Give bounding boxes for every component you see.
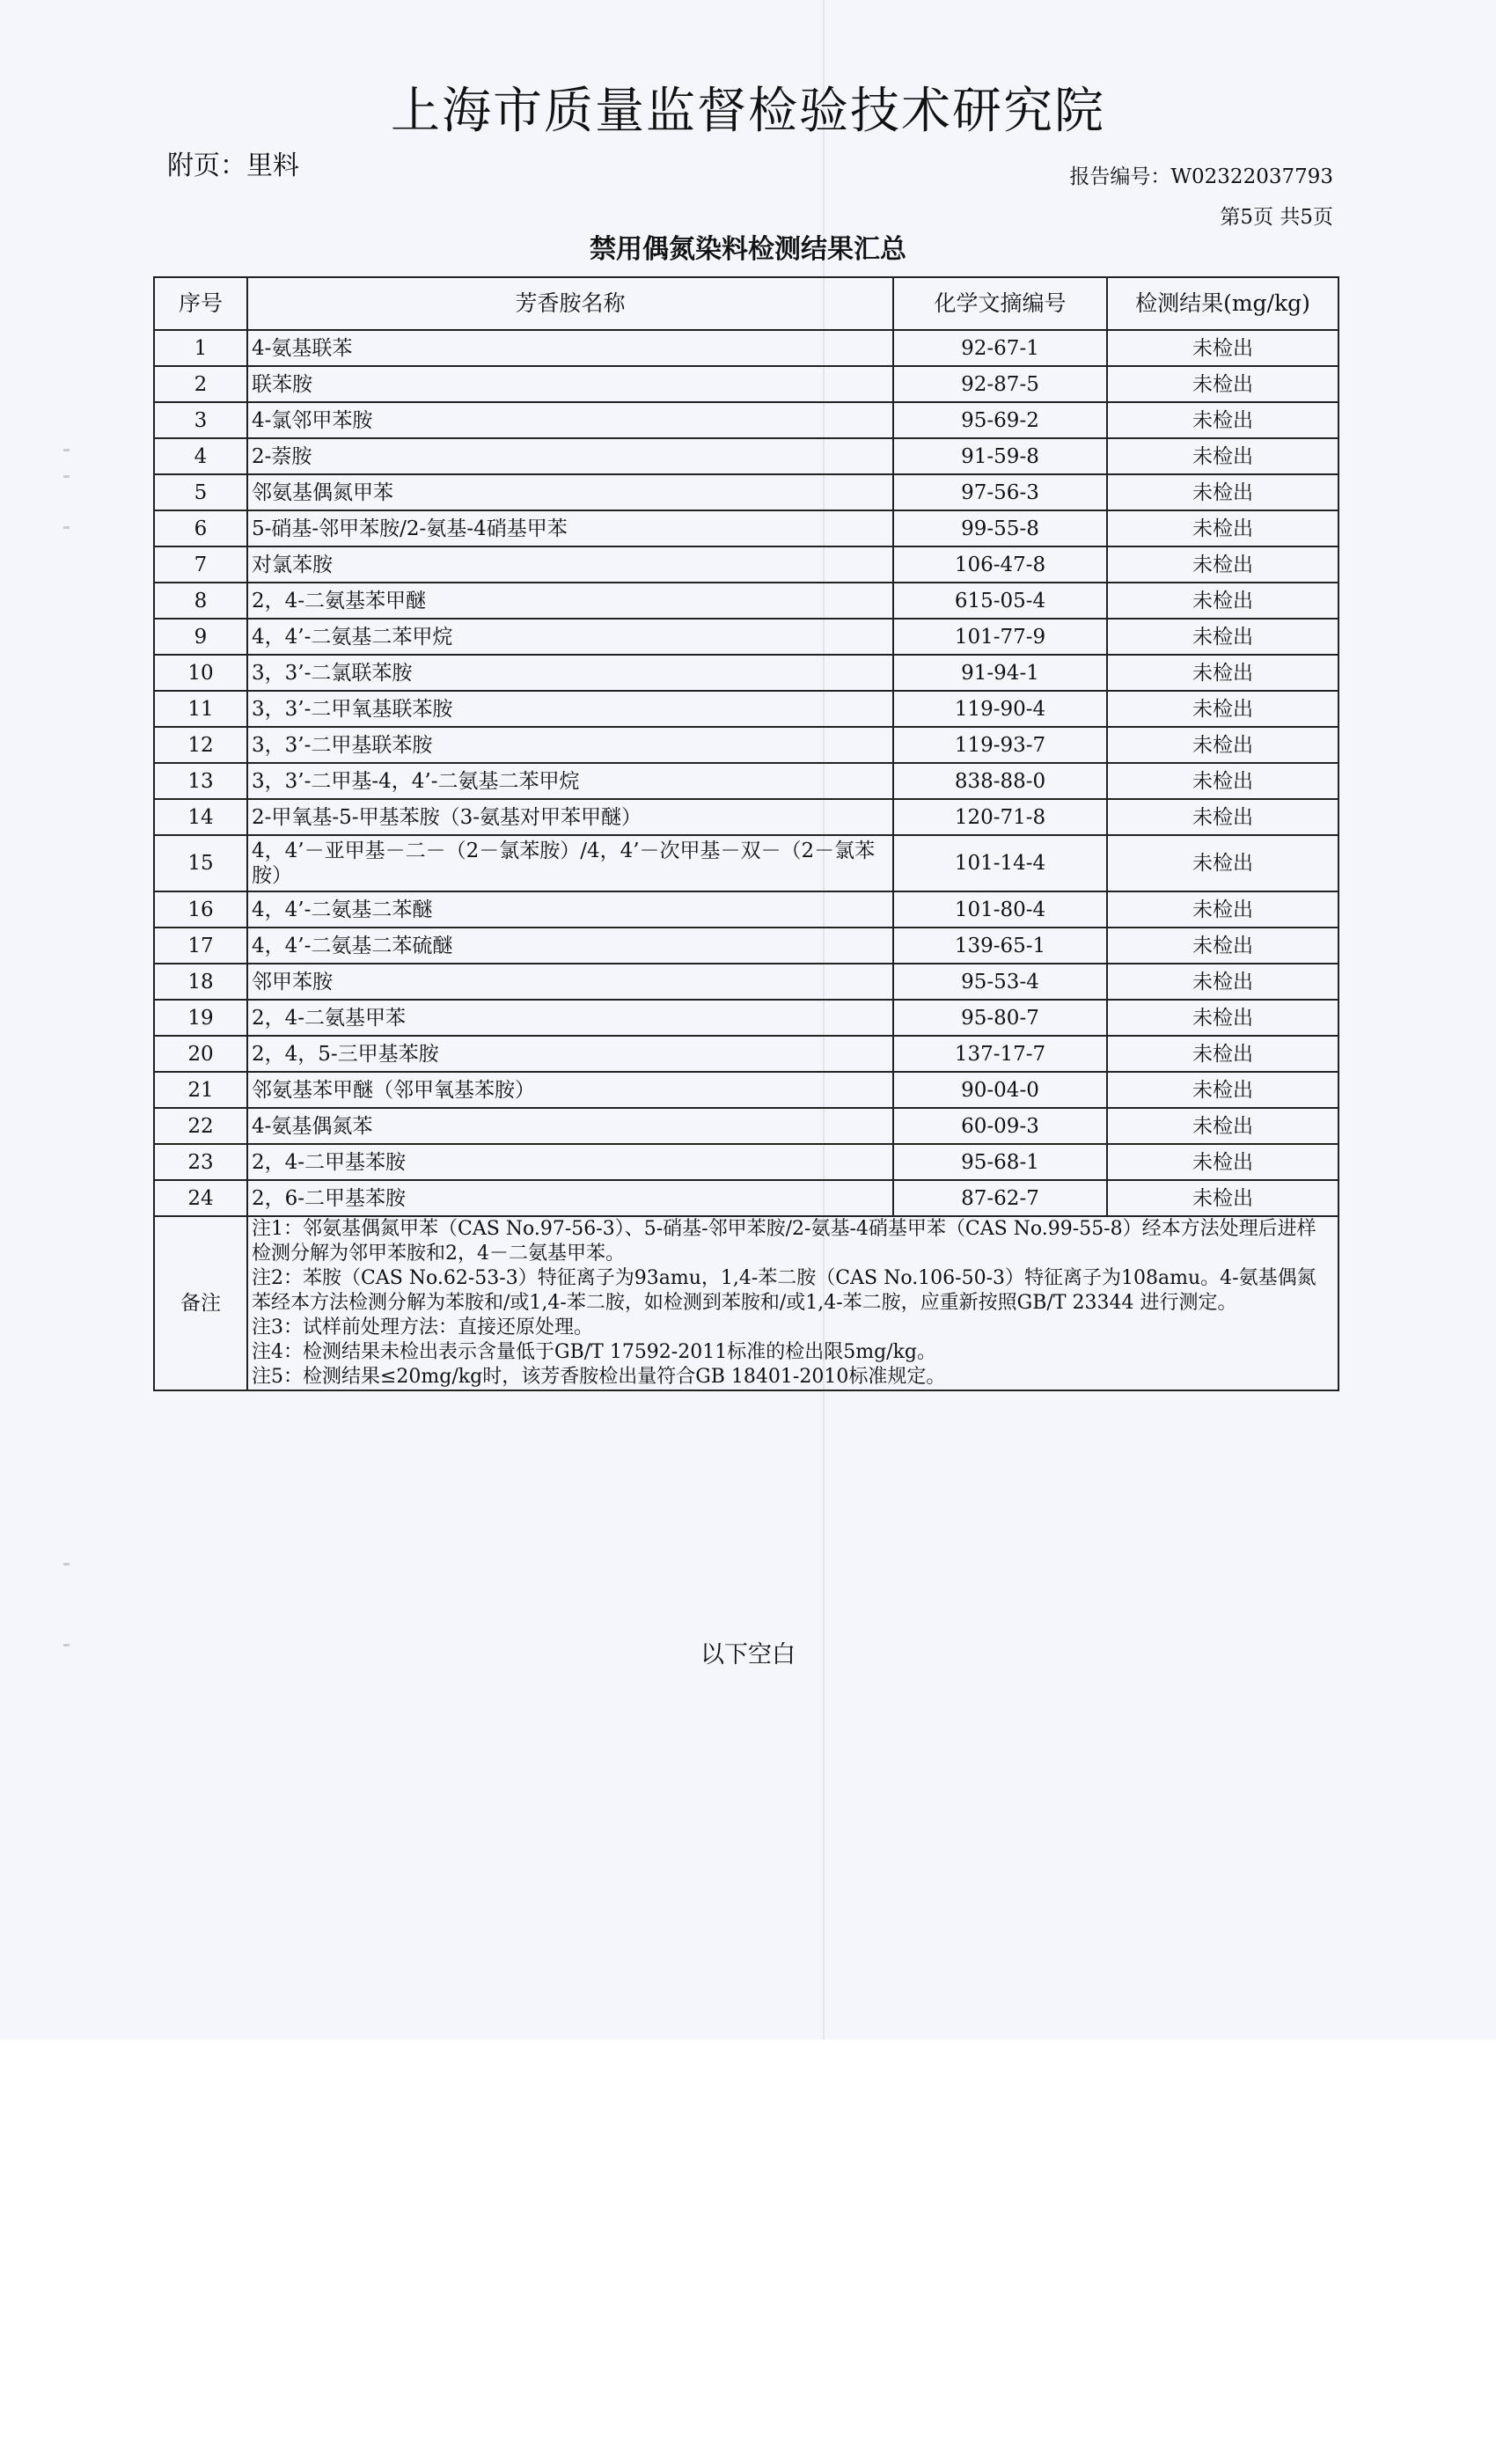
cas-number: 139-65-1	[893, 928, 1107, 964]
cas-number: 95-80-7	[893, 1000, 1107, 1036]
row-number: 24	[154, 1180, 247, 1216]
cas-number: 99-55-8	[893, 510, 1107, 546]
amine-name: 2，4-二氨基苯甲醚	[247, 583, 893, 619]
row-number: 8	[154, 583, 247, 619]
test-result: 未检出	[1107, 1108, 1338, 1144]
row-number: 21	[154, 1072, 247, 1108]
amine-name: 4，4’-二氨基二苯甲烷	[247, 619, 893, 655]
cas-number: 119-90-4	[893, 691, 1107, 727]
test-result: 未检出	[1107, 474, 1338, 510]
notes-label: 备注	[154, 1216, 247, 1390]
punch-mark	[63, 1644, 70, 1646]
amine-name: 4，4’-二氨基二苯醚	[247, 891, 893, 928]
cas-number: 92-87-5	[893, 366, 1107, 402]
row-number: 22	[154, 1108, 247, 1144]
cas-number: 838-88-0	[893, 763, 1107, 799]
table-row	[154, 438, 1338, 474]
table-row	[154, 366, 1338, 402]
test-result: 未检出	[1107, 1072, 1338, 1108]
test-result: 未检出	[1107, 799, 1338, 835]
test-result: 未检出	[1107, 619, 1338, 655]
amine-name: 3，3’-二甲基联苯胺	[247, 727, 893, 763]
table-header-row	[154, 277, 1338, 330]
table-row	[154, 727, 1338, 763]
row-number: 3	[154, 402, 247, 438]
cas-number: 101-77-9	[893, 619, 1107, 655]
row-number: 1	[154, 330, 247, 366]
cas-number: 615-05-4	[893, 583, 1107, 619]
cas-number: 137-17-7	[893, 1036, 1107, 1072]
test-result: 未检出	[1107, 1036, 1338, 1072]
table-row	[154, 835, 1338, 891]
cas-number: 97-56-3	[893, 474, 1107, 510]
test-result: 未检出	[1107, 655, 1338, 691]
row-number: 14	[154, 799, 247, 835]
test-result: 未检出	[1107, 1144, 1338, 1180]
test-result: 未检出	[1107, 438, 1338, 474]
cas-number: 60-09-3	[893, 1108, 1107, 1144]
amine-name: 2-萘胺	[247, 438, 893, 474]
notes-row	[154, 1216, 1338, 1390]
table-row	[154, 1108, 1338, 1144]
note-4: 注4：检测结果未检出表示含量低于GB/T 17592-2011标准的检出限5mg/kg。	[252, 1341, 936, 1363]
report-number: 报告编号：W02322037793	[1069, 165, 1333, 188]
amine-name: 4-氨基联苯	[247, 330, 893, 366]
amine-name: 3，3’-二甲基-4，4’-二氨基二苯甲烷	[247, 763, 893, 799]
row-number: 12	[154, 727, 247, 763]
row-number: 9	[154, 619, 247, 655]
table-row	[154, 691, 1338, 727]
amine-name: 2，4-二氨基甲苯	[247, 1000, 893, 1036]
table-row	[154, 619, 1338, 655]
cas-number: 91-59-8	[893, 438, 1107, 474]
column-header-result: 检测结果(mg/kg)	[1107, 277, 1338, 330]
amine-name: 邻甲苯胺	[247, 964, 893, 1000]
row-number: 10	[154, 655, 247, 691]
table-row	[154, 1036, 1338, 1072]
table-row	[154, 510, 1338, 546]
cas-number: 95-68-1	[893, 1144, 1107, 1180]
row-number: 6	[154, 510, 247, 546]
cas-number: 92-67-1	[893, 330, 1107, 366]
test-result: 未检出	[1107, 1000, 1338, 1036]
column-header-name: 芳香胺名称	[247, 277, 893, 330]
table-row	[154, 799, 1338, 835]
amine-name: 4-氨基偶氮苯	[247, 1108, 893, 1144]
test-result: 未检出	[1107, 835, 1338, 891]
page-number: 第5页 共5页	[1220, 206, 1333, 229]
results-table	[153, 276, 1339, 1391]
row-number: 17	[154, 928, 247, 964]
table-row	[154, 474, 1338, 510]
amine-name: 2-甲氧基-5-甲基苯胺（3-氨基对甲苯甲醚）	[247, 799, 893, 835]
table-row	[154, 928, 1338, 964]
amine-name: 邻氨基偶氮甲苯	[247, 474, 893, 510]
amine-name: 4-氯邻甲苯胺	[247, 402, 893, 438]
punch-mark	[63, 449, 70, 451]
table-row	[154, 891, 1338, 928]
cas-number: 120-71-8	[893, 799, 1107, 835]
row-number: 13	[154, 763, 247, 799]
row-number: 23	[154, 1144, 247, 1180]
punch-mark	[63, 526, 70, 529]
test-result: 未检出	[1107, 583, 1338, 619]
table-row	[154, 964, 1338, 1000]
row-number: 20	[154, 1036, 247, 1072]
row-number: 2	[154, 366, 247, 402]
row-number: 7	[154, 546, 247, 583]
table-row	[154, 1144, 1338, 1180]
amine-name: 4，4’－亚甲基－二－（2－氯苯胺）/4，4’－次甲基－双－（2－氯苯胺）	[247, 835, 893, 891]
table-row	[154, 1000, 1338, 1036]
amine-name: 2，6-二甲基苯胺	[247, 1180, 893, 1216]
row-number: 18	[154, 964, 247, 1000]
row-number: 15	[154, 835, 247, 891]
amine-name: 3，3’-二甲氧基联苯胺	[247, 691, 893, 727]
notes-cell	[247, 1216, 1338, 1390]
amine-name: 联苯胺	[247, 366, 893, 402]
punch-mark	[63, 1563, 70, 1566]
note-2: 注2：苯胺（CAS No.62-53-3）特征离子为93amu，1,4-苯二胺（CAS No.106-50-3）特征离子为108amu。4-氨基偶氮苯经本方法检测分解为苯胺和/或1,4-苯二胺，如检测到苯胺和/或1,4-苯二胺，应重新按照GB/T 23344 进行测定。	[252, 1267, 1316, 1314]
table-row	[154, 330, 1338, 366]
table-row	[154, 763, 1338, 799]
table-row	[154, 1180, 1338, 1216]
table-row	[154, 1072, 1338, 1108]
amine-name: 2，4-二甲基苯胺	[247, 1144, 893, 1180]
column-header-cas: 化学文摘编号	[893, 277, 1107, 330]
test-result: 未检出	[1107, 402, 1338, 438]
row-number: 11	[154, 691, 247, 727]
cas-number: 106-47-8	[893, 546, 1107, 583]
note-5: 注5：检测结果≤20mg/kg时，该芳香胺检出量符合GB 18401-2010标准规定。	[252, 1366, 946, 1388]
summary-title: 禁用偶氮染料检测结果汇总	[590, 234, 906, 265]
punch-mark	[63, 475, 70, 478]
amine-name: 4，4’-二氨基二苯硫醚	[247, 928, 893, 964]
table-row	[154, 402, 1338, 438]
red-seal-stamp-edge	[1423, 630, 1496, 839]
table-row	[154, 546, 1338, 583]
test-result: 未检出	[1107, 546, 1338, 583]
note-1: 注1：邻氨基偶氮甲苯（CAS No.97-56-3）、5-硝基-邻甲苯胺/2-氨基-4硝基甲苯（CAS No.99-55-8）经本方法处理后进样检测分解为邻甲苯胺和2，4－二氨基甲苯。	[252, 1218, 1316, 1265]
cas-number: 91-94-1	[893, 655, 1107, 691]
test-result: 未检出	[1107, 691, 1338, 727]
test-result: 未检出	[1107, 1180, 1338, 1216]
row-number: 16	[154, 891, 247, 928]
appendix-label: 附页：里料	[167, 150, 299, 181]
test-result: 未检出	[1107, 727, 1338, 763]
cas-number: 87-62-7	[893, 1180, 1107, 1216]
note-3: 注3：试样前处理方法：直接还原处理。	[252, 1316, 593, 1338]
row-number: 5	[154, 474, 247, 510]
amine-name: 2，4，5-三甲基苯胺	[247, 1036, 893, 1072]
organization-title: 上海市质量监督检验技术研究院	[391, 83, 1105, 140]
cas-number: 95-53-4	[893, 964, 1107, 1000]
cas-number: 90-04-0	[893, 1072, 1107, 1108]
column-header-no: 序号	[154, 277, 247, 330]
cas-number: 101-14-4	[893, 835, 1107, 891]
cas-number: 101-80-4	[893, 891, 1107, 928]
test-result: 未检出	[1107, 763, 1338, 799]
table-row	[154, 583, 1338, 619]
amine-name: 5-硝基-邻甲苯胺/2-氨基-4硝基甲苯	[247, 510, 893, 546]
row-number: 19	[154, 1000, 247, 1036]
test-result: 未检出	[1107, 366, 1338, 402]
amine-name: 对氯苯胺	[247, 546, 893, 583]
table-row	[154, 655, 1338, 691]
blank-below-note: 以下空白	[700, 1641, 796, 1668]
test-result: 未检出	[1107, 891, 1338, 928]
test-result: 未检出	[1107, 510, 1338, 546]
test-result: 未检出	[1107, 330, 1338, 366]
row-number: 4	[154, 438, 247, 474]
cas-number: 95-69-2	[893, 402, 1107, 438]
amine-name: 邻氨基苯甲醚（邻甲氧基苯胺）	[247, 1072, 893, 1108]
amine-name: 3，3’-二氯联苯胺	[247, 655, 893, 691]
cas-number: 119-93-7	[893, 727, 1107, 763]
test-result: 未检出	[1107, 964, 1338, 1000]
test-result: 未检出	[1107, 928, 1338, 964]
